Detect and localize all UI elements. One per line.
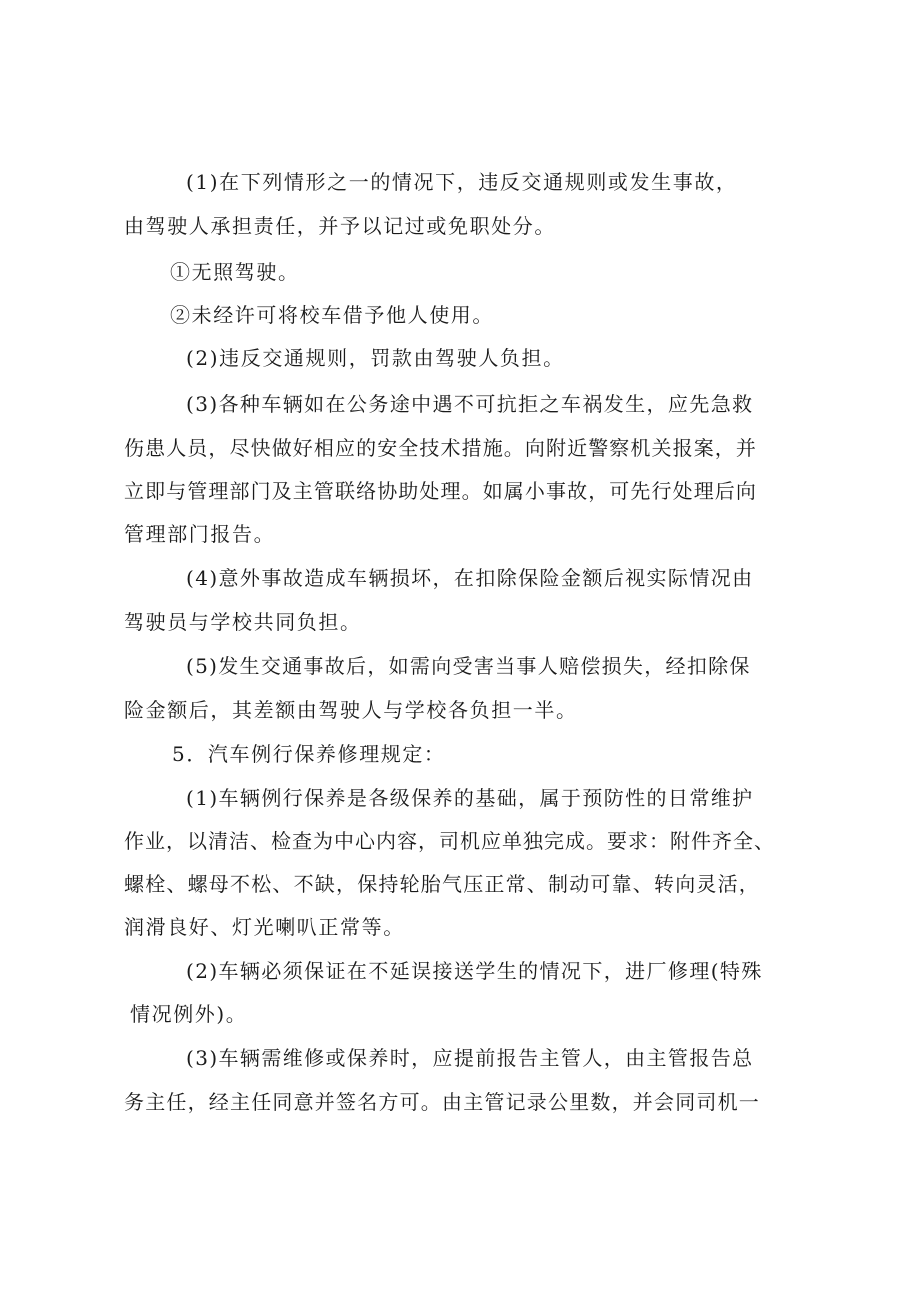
text-line-16: 作业，以清洁、检查为中心内容，司机应单独完成。要求：附件齐全、 [124, 829, 775, 853]
text-line-13: 险金额后，其差额由驾驶人与学校各负担一半。 [124, 698, 578, 722]
text-line-3: ①无照驾驶。 [170, 260, 300, 284]
text-line-12: (5)发生交通事故后，如需向受害当事人赔偿损失，经扣除保 [186, 654, 751, 678]
text-line-11: 驾驶员与学校共同负担。 [124, 610, 362, 634]
text-line-7: 伤患人员，尽快做好相应的安全技术措施。向附近警察机关报案，并 [124, 436, 757, 460]
text-line-17: 螺栓、螺母不松、不缺，保持轮胎气压正常、制动可靠、转向灵活， [124, 872, 760, 896]
text-line-10: (4)意外事故造成车辆损坏，在扣除保险金额后视实际情况由 [186, 566, 754, 590]
text-line-2: 由驾驶人承担责任，并予以记过或免职处分。 [124, 214, 556, 238]
text-line-19: (2)车辆必须保证在不延误接送学生的情况下，进厂修理(特殊 [186, 959, 763, 983]
text-line-22: 务主任，经主任同意并签名方可。由主管记录公里数，并会同司机一 [124, 1090, 760, 1114]
text-line-4: ②未经许可将校车借予他人使用。 [170, 303, 494, 327]
text-line-5: (2)违反交通规则，罚款由驾驶人负担。 [186, 346, 565, 370]
text-line-9: 管理部门报告。 [124, 522, 276, 546]
text-line-20: 情况例外)。 [130, 1002, 248, 1026]
text-line-6: (3)各种车辆如在公务途中遇不可抗拒之车祸发生，应先急救 [186, 392, 754, 416]
text-line-15: (1)车辆例行保养是各级保养的基础，属于预防性的日常维护 [186, 786, 754, 810]
section-heading-5: 5．汽车例行保养修理规定： [172, 742, 446, 766]
text-line-1: (1)在下列情形之一的情况下，违反交通规则或发生事故， [186, 170, 738, 194]
text-line-8: 立即与管理部门及主管联络协助处理。如属小事故，可先行处理后向 [124, 479, 757, 503]
text-line-18: 润滑良好、灯光喇叭正常等。 [124, 915, 405, 939]
text-line-21: (3)车辆需维修或保养时，应提前报告主管人，由主管报告总 [186, 1046, 754, 1070]
